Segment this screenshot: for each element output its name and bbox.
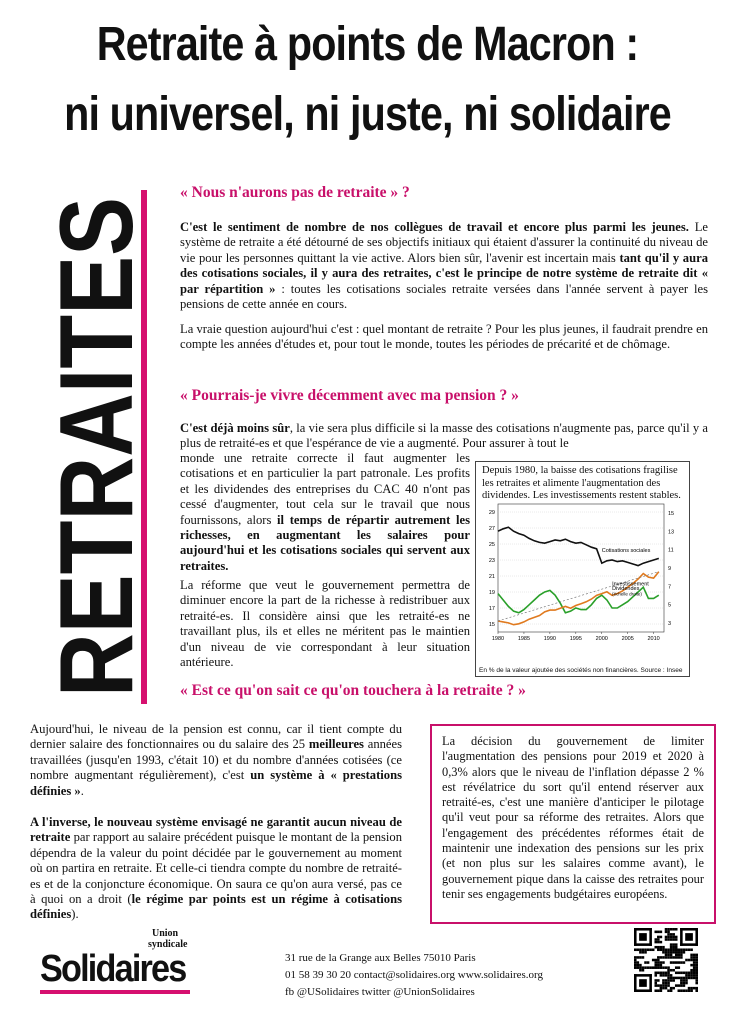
chart-y-right-tick: 11 xyxy=(668,547,674,554)
logo-pink-underline xyxy=(40,990,190,994)
chart-x-tick: 2010 xyxy=(647,636,660,642)
chart-x-tick: 2005 xyxy=(621,636,634,642)
chart-caption: Depuis 1980, la baisse des cotisations fragilise les retraites et alimente l'augmentation des dividendes. Les investissements restent stables. xyxy=(482,465,681,501)
chart-y-right-tick: 7 xyxy=(668,584,672,591)
inflation-box xyxy=(430,724,716,924)
logo-syndicale-text: syndicale xyxy=(148,939,188,950)
footer-contact: 01 58 39 30 20 contact@solidaires.org www.solidaires.org xyxy=(285,969,544,981)
qr-finder xyxy=(639,979,647,987)
chart-label-investissement: Investissement xyxy=(612,581,649,588)
logo-union-text: Union xyxy=(152,928,179,939)
qr-finder xyxy=(639,933,647,941)
chart-label-cotisations: Cotisations sociales xyxy=(601,548,651,554)
chart-x-tick: 1995 xyxy=(569,636,582,642)
section1-paragraph2: La vraie question aujourd'hui c'est : quel montant de retraite ? Pour les plus jeunes, il faudrait prendre en compte les années d'études et, pour tout le monde, toutes les périodes de précarité et de chômage. xyxy=(180,322,708,352)
chart-y-left-tick: 25 xyxy=(488,542,495,548)
section1-heading: « Nous n'aurons pas de retraite » ? xyxy=(180,184,410,201)
vertical-word-text: RETRAITES xyxy=(39,107,155,697)
section2-paragraph2: La réforme que veut le gouvernement permettra de diminuer encore la part de la richesse à redistribuer aux retraité-es. Il considère ainsi que les retraité-es ne travaillant plus, ils et elles ne méritent pas le maintien d'un niveau de vie correspondant à leur situation antérieure. xyxy=(180,578,470,670)
section3-paragraph1: Aujourd'hui, le niveau de la pension est connu, car il tient compte du dernier salaire des fonctionnaires ou du salaire des 25 meilleures années travaillées (jusqu'en 1993, c'était 10) et du nombre d'années cotisées (ce nombre augmentant régulièrement), c'est un système à « prestations définies ». xyxy=(30,722,402,798)
chart-y-left-tick: 17 xyxy=(488,606,495,612)
chart-series-line xyxy=(498,572,659,625)
chart-label-dividendes: Dividendes xyxy=(612,585,640,592)
pink-vertical-bar xyxy=(141,190,147,704)
section2-paragraph-top: C'est déjà moins sûr, la vie sera plus difficile si la masse des cotisations n'augmente pas, parce qu'il y a plus de retraité-es et que l'espérance de vie a augmenté. Pour assurer à tout le xyxy=(180,421,708,451)
chart-y-right-tick: 5 xyxy=(668,602,672,609)
qr-code[interactable] xyxy=(634,928,698,992)
chart-y-left-tick: 29 xyxy=(488,510,495,516)
chart-svg xyxy=(476,462,689,662)
section2-heading: « Pourrais-je vivre décemment avec ma pension ? » xyxy=(180,387,519,404)
chart-y-left-tick: 15 xyxy=(488,622,495,628)
section1-paragraph1: C'est le sentiment de nombre de nos collègues de travail et encore plus parmi les jeunes. Le système de retraite a été détourné de ses objectifs initiaux qui étaient d'assurer la continuité du niveau de vie pour les personnes quittant la vie active. Alors bien sûr, l'avenir est incertain mais tant qu'il y aura des cotisations sociales, il y aura des retraites, c'est le principe de notre système de retraite dit « par répartition » : toutes les cotisations sociales retraite versées dans l'année servent à payer les pensions de cette année en cours. xyxy=(180,220,709,312)
logo-solidaires-text: Solidaires xyxy=(40,948,186,990)
section3-heading: « Est ce qu'on sait ce qu'on touchera à la retraite ? » xyxy=(180,682,526,699)
footer-address: 31 rue de la Grange aux Belles 75010 Paris xyxy=(285,952,476,964)
chart-label-dividendes-sub: (échelle droite) xyxy=(612,591,642,597)
qr-finder xyxy=(685,933,693,941)
chart-box xyxy=(475,461,690,677)
page-title-line2: ni universel, ni juste, ni solidaire xyxy=(64,88,671,141)
page-title-line1: Retraite à points de Macron : xyxy=(96,18,639,71)
chart-source: En % de la valeur ajoutée des sociétés non financières. Source : Insee xyxy=(479,667,683,674)
inflation-box-text: La décision du gouvernement de limiter l'augmentation des pensions pour 2019 et 2020 à 0,3% alors que le niveau de l'inflation dépasse 2 % est révélatrice du sort qu'il entend réserver aux retraité-es, c'est une manière d'anticiper le pilotage qu'il veut pour sa réforme des retraites. Alors que l'engagement des précédentes réformes était de maintenir une indexation des pensions sur les prix (et non plus sur les salaires comme avant), le gouvernement pique dans la caisse des retraites pour tenir ses engagements budgétaires européens. xyxy=(442,734,704,901)
chart-y-left-tick: 21 xyxy=(488,574,495,580)
chart-x-tick: 1990 xyxy=(543,636,556,642)
chart-y-left-tick: 23 xyxy=(488,558,495,564)
footer-social: fb @USolidaires twitter @UnionSolidaires xyxy=(285,986,475,998)
chart-y-left-tick: 19 xyxy=(488,590,495,596)
chart-y-right-tick: 13 xyxy=(668,529,675,536)
chart-x-tick: 1985 xyxy=(517,636,531,642)
vertical-retraites-word xyxy=(39,107,155,702)
chart-y-left-tick: 27 xyxy=(488,526,495,532)
chart-y-right-tick: 3 xyxy=(668,620,672,627)
chart-y-right-tick: 9 xyxy=(668,566,672,572)
chart-y-right-tick: 15 xyxy=(668,511,675,518)
chart-x-tick: 1980 xyxy=(491,636,505,642)
solidaires-logo xyxy=(40,928,210,990)
chart-plot-frame xyxy=(498,504,664,632)
section2-paragraph-left: monde une retraite correcte il faut augmenter les cotisations et en particulier la part patronale. Les profits et les dividendes des entreprises du CAC 40 n'ont pas cessé d'augmenter, tout cela sur le travail que nous fournissons, alors il temps de répartir autrement les richesses, en augmentant les salaires pour aujourd'hui et les cotisations sociales qui servent aux retraites. xyxy=(180,451,470,573)
chart-x-tick: 2000 xyxy=(595,636,608,642)
section3-paragraph2: A l'inverse, le nouveau système envisagé ne garantit aucun niveau de retraite par rapport au salaire précédent puisque le montant de la pension dépendra de la valeur du point décidée par le gouvernement au moment où on partira en retraite. Et celle-ci tiendra compte du nombre de retraité-es et de la conjoncture économique. On saura ce qu'on aura versé, pas ce à quoi on a droit (le régime par points est un régime à cotisations définies). xyxy=(30,815,402,922)
